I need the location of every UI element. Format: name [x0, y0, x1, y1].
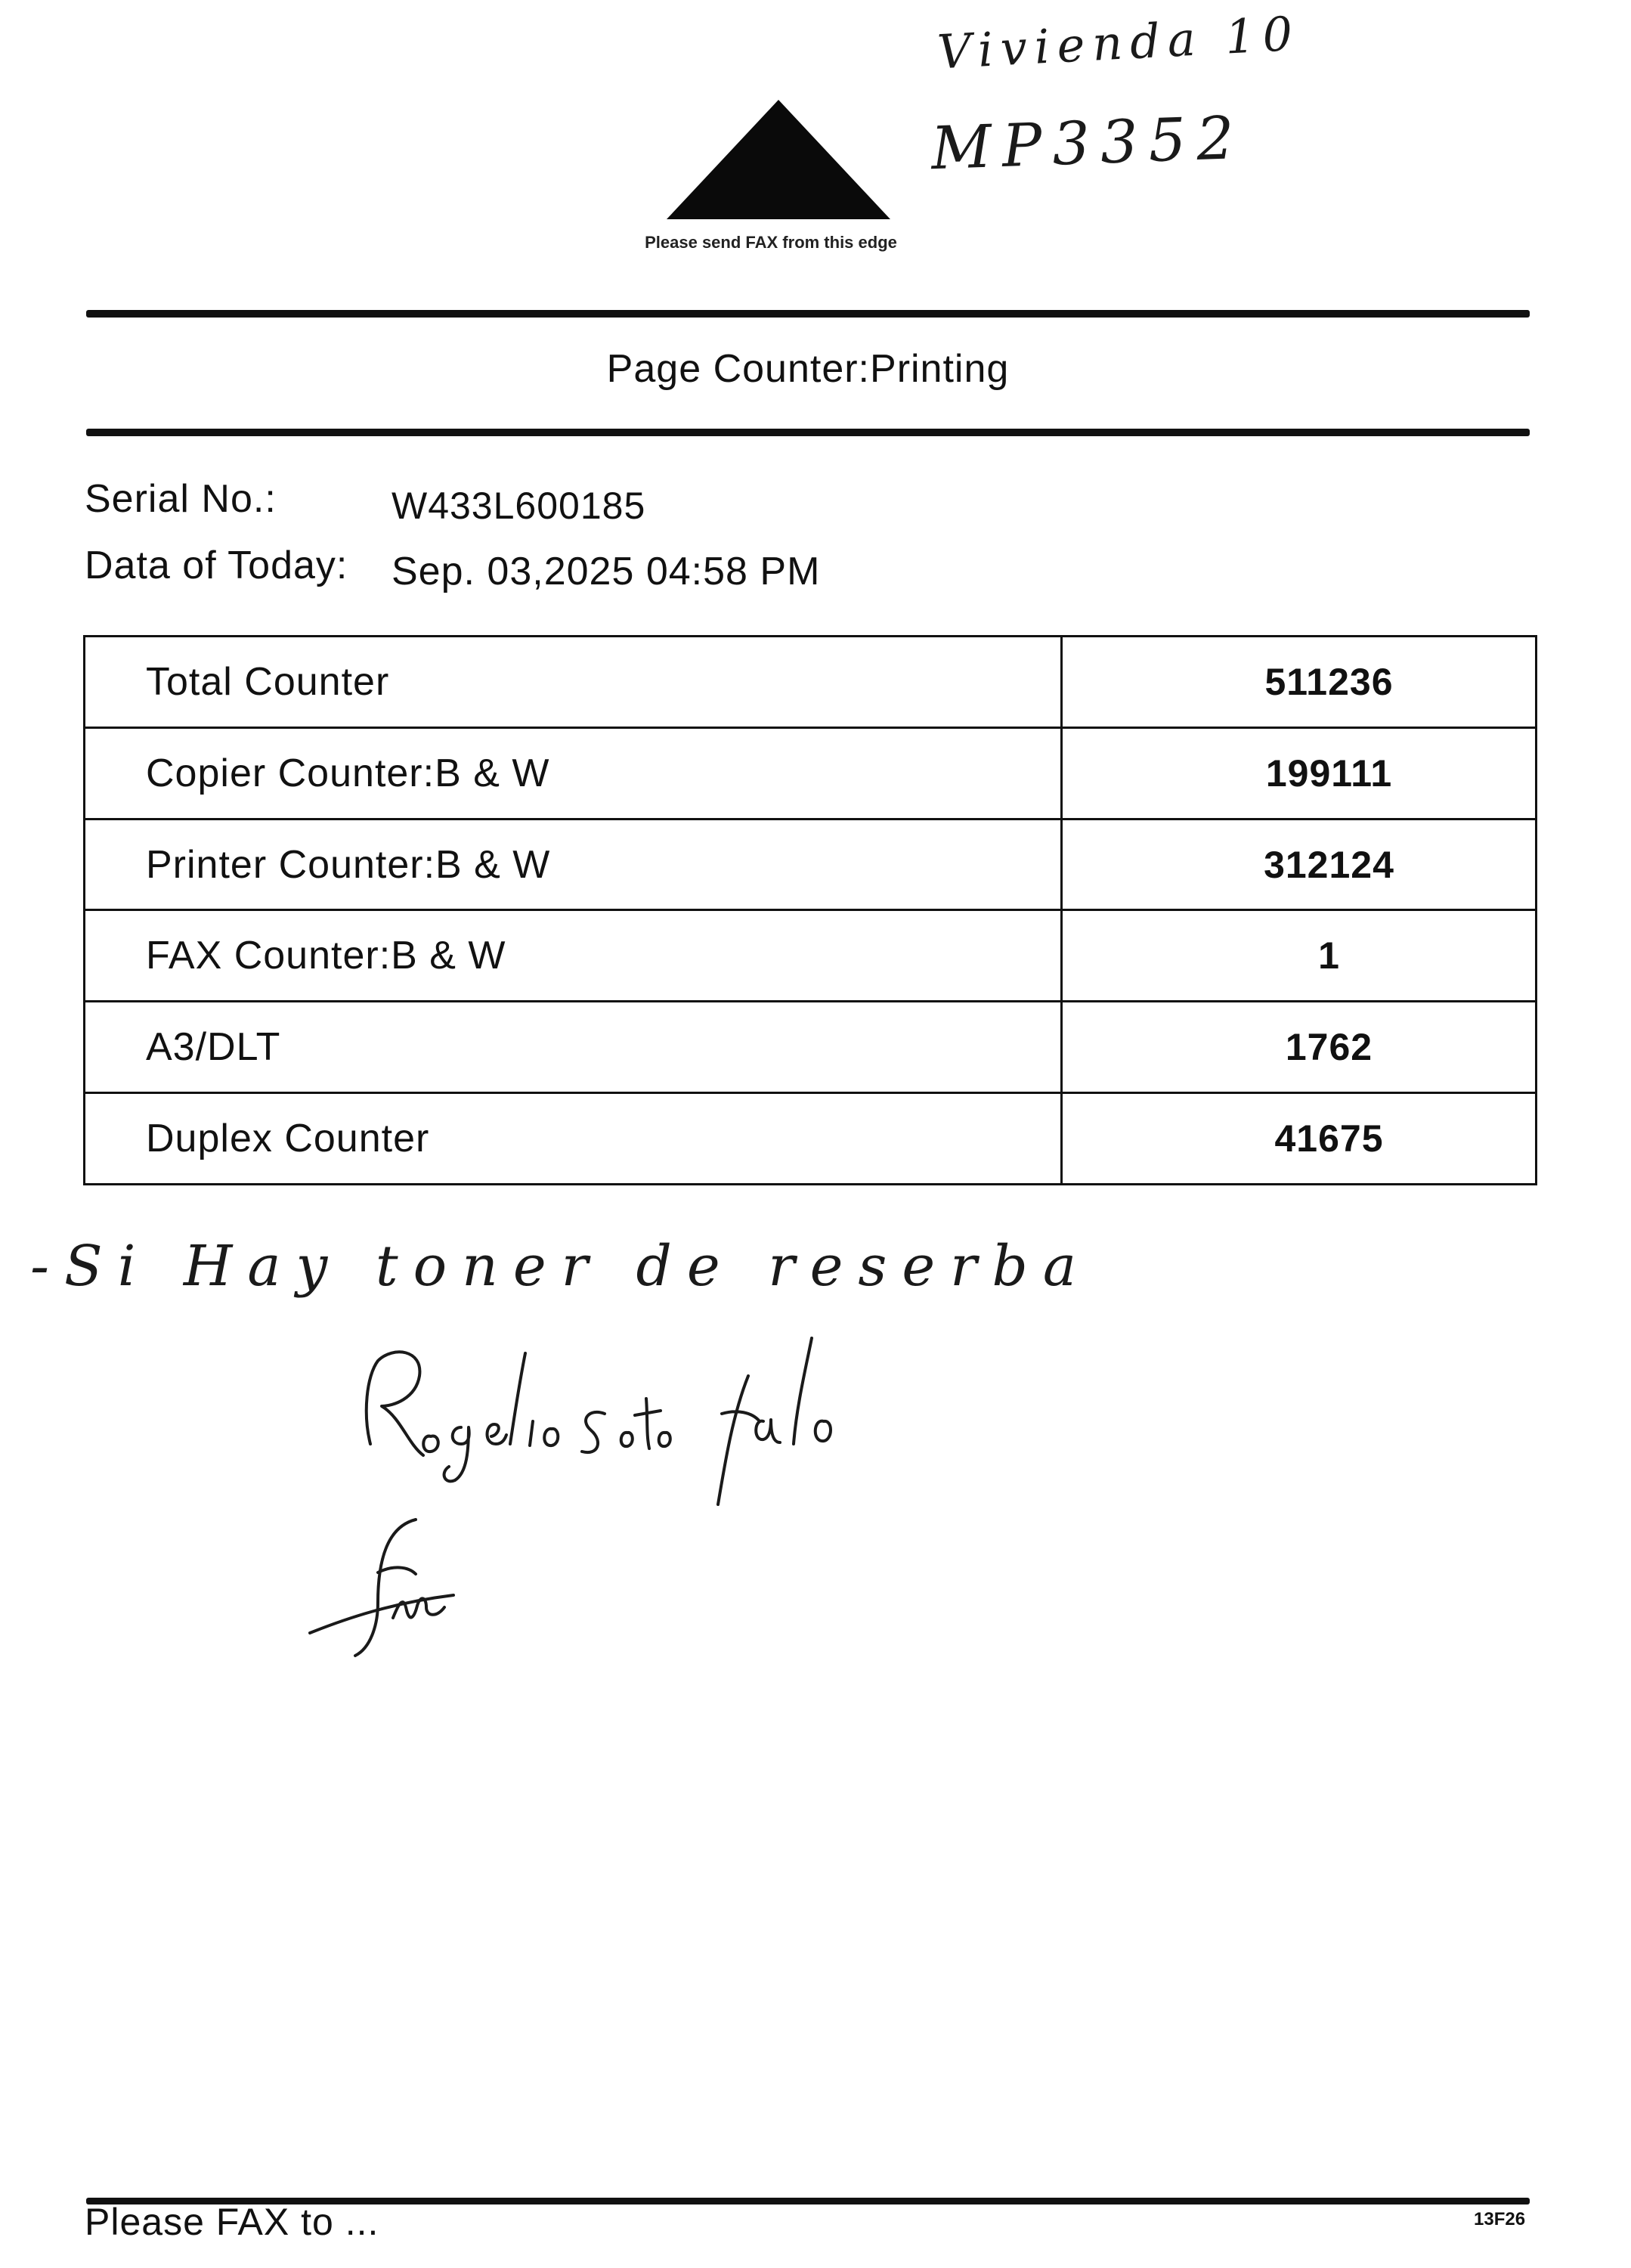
counter-label: Total Counter — [85, 637, 1062, 728]
date-value: Sep. 03,2025 04:58 PM — [392, 550, 821, 593]
top-divider — [86, 310, 1530, 318]
counter-label: Duplex Counter — [85, 1093, 1062, 1185]
date-label: Data of Today: — [85, 544, 348, 587]
table-row — [85, 637, 1537, 728]
counter-value: 1762 — [1062, 1002, 1537, 1093]
initials-signature — [302, 1512, 484, 1663]
handwritten-toner-note: -Si Hay toner de reserba — [30, 1234, 1091, 1299]
table-row — [85, 910, 1537, 1002]
title-divider — [86, 429, 1530, 436]
handwritten-site-note: Vivienda 10 — [936, 5, 1301, 80]
counter-label: Copier Counter:B & W — [85, 727, 1062, 819]
counter-label: Printer Counter:B & W — [85, 819, 1062, 910]
counter-value: 199111 — [1062, 727, 1537, 819]
counter-value: 1 — [1062, 910, 1537, 1002]
handwritten-model-note: MP3352 — [930, 104, 1246, 184]
counter-label: A3/DLT — [85, 1002, 1062, 1093]
fax-edge-triangle-icon — [665, 98, 892, 221]
table-row — [85, 1093, 1537, 1185]
table-row — [85, 727, 1537, 819]
table-row — [85, 1002, 1537, 1093]
serial-value: W433L600185 — [392, 485, 646, 527]
page-title: Page Counter:Printing — [606, 347, 1010, 391]
fax-edge-caption: Please send FAX from this edge — [645, 233, 897, 252]
name-signature — [340, 1331, 930, 1512]
serial-label: Serial No.: — [85, 477, 277, 521]
table-row — [85, 819, 1537, 910]
counter-value: 312124 — [1062, 819, 1537, 910]
form-code: 13F26 — [1474, 2209, 1526, 2229]
fax-to-line: Please FAX to ... — [85, 2201, 379, 2243]
counter-value: 511236 — [1062, 637, 1537, 728]
counter-value: 41675 — [1062, 1093, 1537, 1185]
counter-label: FAX Counter:B & W — [85, 910, 1062, 1002]
counter-table — [83, 635, 1537, 1185]
